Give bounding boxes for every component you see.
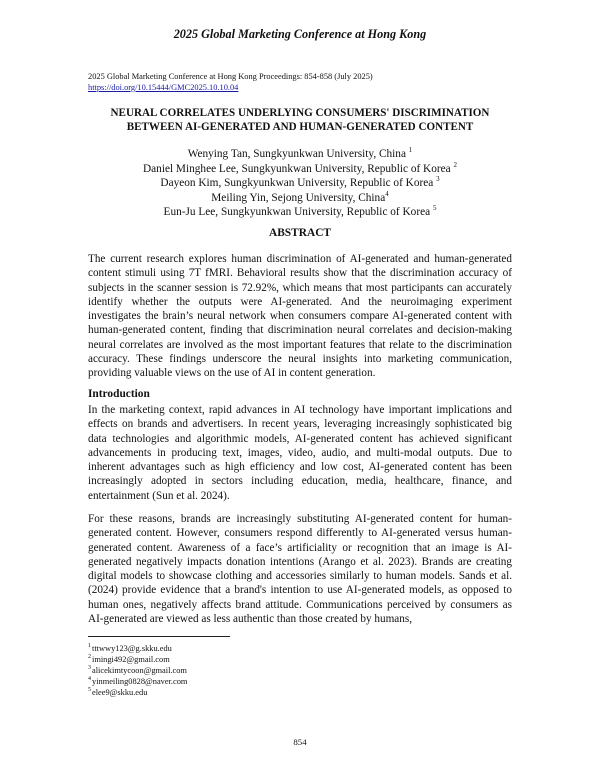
doi-link[interactable]: https://doi.org/10.15444/GMC2025.10.10.04: [88, 83, 239, 92]
title-line: NEURAL CORRELATES UNDERLYING CONSUMERS' DISCRIMINATION: [110, 107, 490, 119]
footnote: $^3$alicekimtycoon@gmail.com: [88, 665, 187, 675]
footnote: $^5$elee9@skku.edu: [88, 687, 148, 697]
abstract-heading: ABSTRACT: [268, 227, 332, 239]
title-line: BETWEEN AI-GENERATED AND HUMAN-GENERATED CONTENT: [126, 121, 474, 133]
abstract-text: The current research explores human discrimination of AI-generated and human-generated content stimuli using 7T fMRI. Behavioral results show that the discrimination accuracy of subjects in the scanner session is 72.92%, which means that most participants can accurately identify whether the outputs were AI-generated. And the neuroimaging experiment investigates the brain’s neural network when consumers compare AI-generated content with human-generated content, finding that discrimination neural correlates and decision-making neural correlates are involved as the most important features that relate to the discrimination accuracy. These findings underscore the neural insights into marketing communication, providing valuable views on the use of AI in content generation.: [88, 253, 512, 380]
conference-header: 2025 Global Marketing Conference at Hong Kong: [173, 27, 427, 41]
intro-paragraph-2: For these reasons, brands are increasingly substituting AI-generated content for human-generated content. However, consumers respond differently to AI-generated versus human-generated content. Awareness of a face’s artificiality or recognition that an image is AI-generated negatively impacts donation intentions (Arango et al. 2023). Brands are creating digital models to showcase clothing and accessories similarly to human models. Sands et al. (2024) provide evidence that a brand's intention to use AI-generated models, as opposed to human ones, negatively affects brand attitude. Communications perceived by consumers as AI-generated are viewed as less authentic than those created by humans,: [88, 513, 512, 626]
paper-title: [60, 106, 540, 134]
footnote: $^4$yinmeiling0828@naver.com: [88, 676, 188, 686]
footnotes: [88, 643, 187, 698]
footnote: $^2$imingi492@gmail.com: [88, 654, 170, 664]
author-list: [60, 147, 540, 220]
proceedings-info: [88, 71, 373, 93]
footnote: $^1$tttwwy123@g.skku.edu: [88, 643, 172, 653]
author-line: Meiling Yin, Sejong University, China$^4$: [211, 190, 389, 204]
page-number: 854: [293, 737, 307, 747]
author-line: Eun-Ju Lee, Sungkyunkwan University, Republic of Korea $^5$: [163, 204, 437, 219]
footnote-divider: [88, 636, 230, 637]
author-line: Daniel Minghee Lee, Sungkyunkwan University, Republic of Korea $^2$: [143, 160, 457, 175]
author-line: Wenying Tan, Sungkyunkwan University, China $^1$: [187, 146, 413, 160]
author-line: Dayeon Kim, Sungkyunkwan University, Republic of Korea $^3$: [160, 175, 440, 190]
proceedings-citation: 2025 Global Marketing Conference at Hong Kong Proceedings: 854-858 (July 2025): [88, 72, 373, 81]
introduction-heading: Introduction: [88, 388, 150, 400]
intro-paragraph-1: In the marketing context, rapid advances in AI technology have important implications and effects on brands and advertisers. In recent years, leveraging increasingly sophisticated big data technologies and algorithmic models, AI-generated content has achieved significant advancements in producing text, images, video, audio, and multi-modal outputs. Due to inherent advantages such as high efficiency and low cost, AI-generated content has been increasingly adopted in sectors including education, media, healthcare, finance, and entertainment (Sun et al. 2024).: [88, 404, 512, 502]
